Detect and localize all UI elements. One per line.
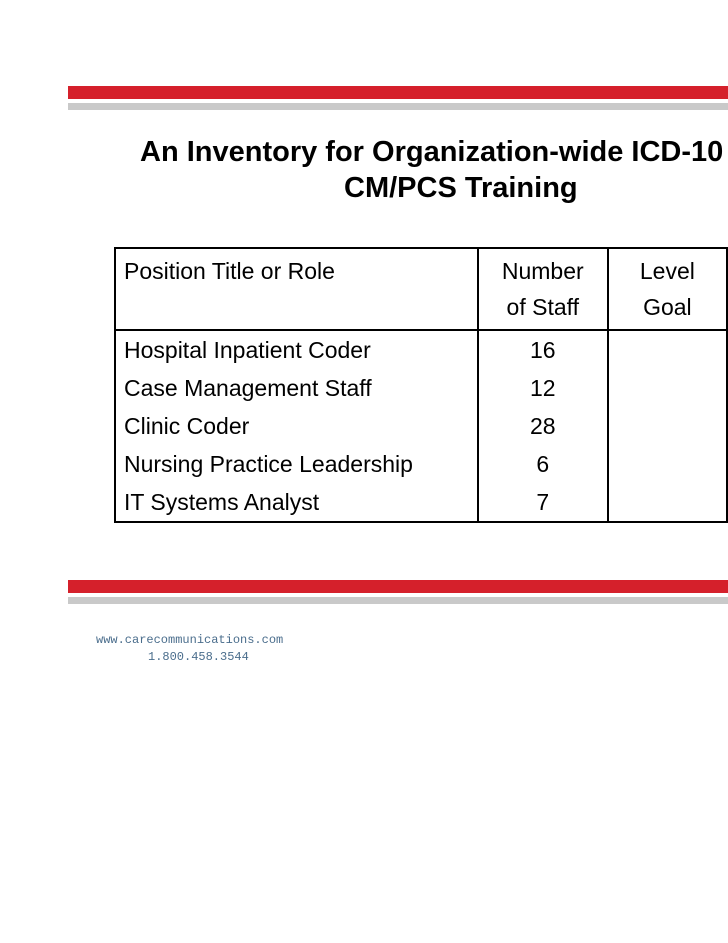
level-cell (608, 330, 727, 369)
role-cell: Nursing Practice Leadership (115, 445, 478, 483)
slide-title-line2: CM/PCS Training (344, 172, 578, 204)
table-header-row (115, 248, 727, 330)
count-cell: 16 (478, 330, 608, 369)
count-cell: 28 (478, 407, 608, 445)
role-cell: Hospital Inpatient Coder (115, 330, 478, 369)
table-row (115, 483, 727, 522)
website-link[interactable]: www.carecommunications.com (96, 633, 284, 647)
count-cell: 12 (478, 369, 608, 407)
bottom-red-stripe (68, 580, 728, 593)
count-cell: 7 (478, 483, 608, 522)
role-cell: Clinic Coder (115, 407, 478, 445)
phone-number: 1.800.458.3544 (148, 650, 249, 664)
count-cell: 6 (478, 445, 608, 483)
header-position-title: Position Title or Role (115, 248, 478, 330)
bottom-gray-stripe (68, 597, 728, 604)
table-row (115, 369, 727, 407)
table-row (115, 445, 727, 483)
staff-inventory-table (114, 247, 728, 523)
level-cell (608, 369, 727, 407)
level-cell (608, 445, 727, 483)
header-number-of-staff: Number of Staff (478, 248, 608, 330)
footer-contact (96, 632, 283, 666)
role-cell: IT Systems Analyst (115, 483, 478, 522)
level-cell (608, 483, 727, 522)
level-cell (608, 407, 727, 445)
slide-title-line1: An Inventory for Organization-wide ICD-10 (140, 136, 724, 168)
table-row (115, 330, 727, 369)
header-level-goal: Level Goal (608, 248, 727, 330)
table-row (115, 407, 727, 445)
role-cell: Case Management Staff (115, 369, 478, 407)
